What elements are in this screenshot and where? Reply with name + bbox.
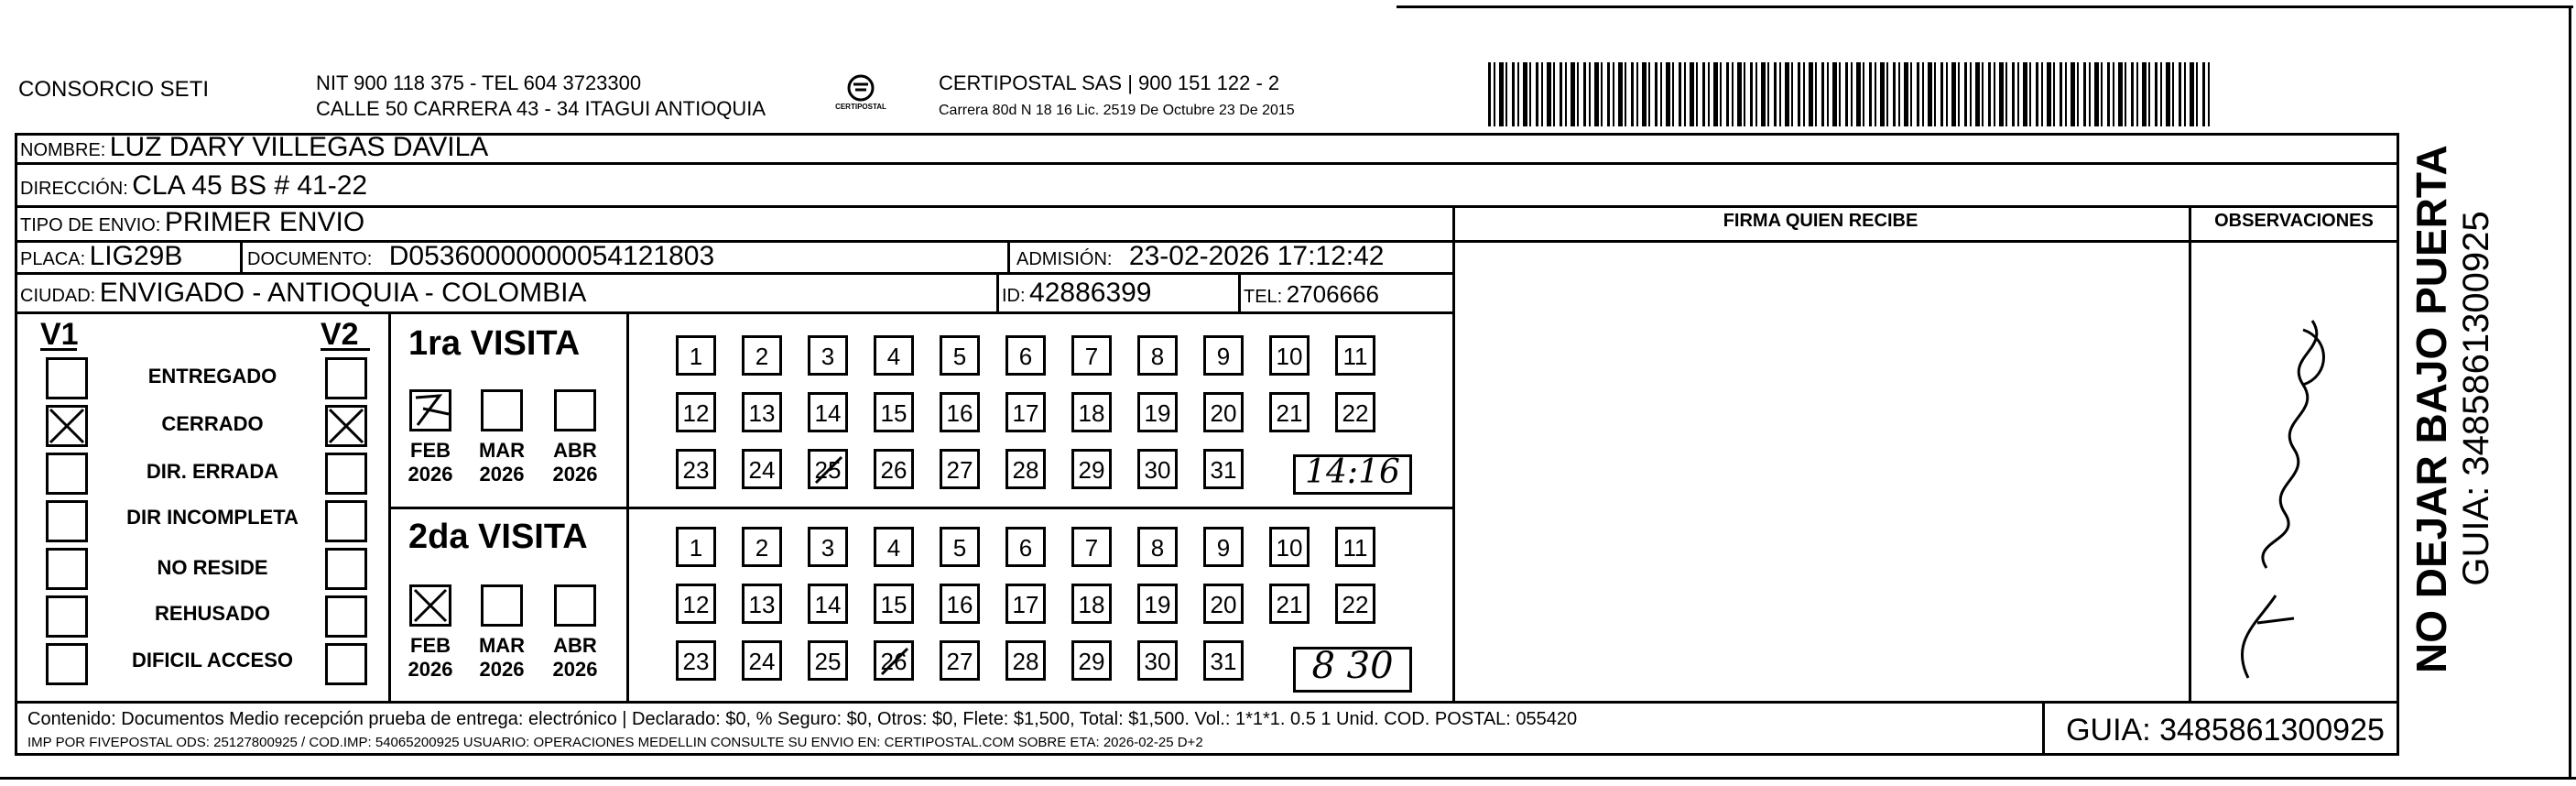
day-cell[interactable]: 29 xyxy=(1071,640,1112,681)
day-cell[interactable]: 28 xyxy=(1005,449,1046,489)
day-cell[interactable]: 30 xyxy=(1137,449,1178,489)
day-cell[interactable]: 14 xyxy=(808,584,848,624)
visit1-time: 14:16 xyxy=(1305,453,1400,491)
v1-checkbox-dir-errada[interactable] xyxy=(46,453,88,495)
v1-checkbox-no-reside[interactable] xyxy=(46,548,88,590)
admision-cell xyxy=(1016,241,1384,272)
day-cell[interactable]: 7 xyxy=(1071,335,1112,376)
day-cell[interactable]: 26 xyxy=(874,449,914,489)
visit2-month-abr: ABR 2026 xyxy=(552,634,598,681)
day-cell[interactable]: 20 xyxy=(1203,392,1244,432)
visit2-month-abr-checkbox[interactable] xyxy=(554,584,596,627)
v1-checkbox-entregado[interactable] xyxy=(46,357,88,399)
logo-text: CERTIPOSTAL xyxy=(835,103,886,111)
contenido-text: Contenido: Documentos Medio recepción prueba de entrega: electrónico | Declarado: $0, % Seguro: $0, Otros: $0, Flete: $1,500, Total: $1,500. Vol.: 1*1*1. 0.5 1 Unid. COD. POSTAL: 055420 xyxy=(27,709,1578,729)
day-cell[interactable]: 18 xyxy=(1071,392,1112,432)
day-cell[interactable]: 3 xyxy=(808,527,848,567)
tipo-value: PRIMER ENVIO xyxy=(164,207,365,237)
ciudad-value: ENVIGADO - ANTIOQUIA - COLOMBIA xyxy=(99,278,587,308)
visit1-month-mar-checkbox[interactable] xyxy=(481,389,523,431)
day-cell[interactable]: 21 xyxy=(1269,392,1310,432)
day-cell[interactable]: 11 xyxy=(1335,335,1375,376)
day-cell[interactable]: 16 xyxy=(940,584,980,624)
visit1-month-mar: MAR 2026 xyxy=(478,439,526,486)
day-cell[interactable]: 25 xyxy=(808,640,848,681)
v2-label: V2 xyxy=(321,317,359,352)
day-cell[interactable]: 23 xyxy=(676,449,716,489)
day-cell[interactable]: 26 xyxy=(874,640,914,681)
day-cell[interactable]: 4 xyxy=(874,527,914,567)
id-label: ID: xyxy=(1002,286,1026,306)
v1-label: V1 xyxy=(40,317,79,352)
day-cell[interactable]: 17 xyxy=(1005,392,1046,432)
day-cell[interactable]: 15 xyxy=(874,584,914,624)
side-notice xyxy=(2407,145,2562,673)
day-cell[interactable]: 5 xyxy=(940,335,980,376)
v1-checkbox-rehusado[interactable] xyxy=(46,595,88,638)
day-cell[interactable]: 4 xyxy=(874,335,914,376)
day-cell[interactable]: 10 xyxy=(1269,335,1310,376)
day-cell[interactable]: 18 xyxy=(1071,584,1112,624)
day-cell[interactable]: 6 xyxy=(1005,335,1046,376)
barcode xyxy=(1488,62,2212,126)
visit1-month-feb: FEB 2026 xyxy=(408,439,453,486)
day-cell[interactable]: 13 xyxy=(742,392,782,432)
visit2-month-mar-checkbox[interactable] xyxy=(481,584,523,627)
status-no-reside: NO RESIDE xyxy=(157,556,268,579)
day-cell[interactable]: 19 xyxy=(1137,392,1178,432)
direccion-label: DIRECCIÓN: xyxy=(20,179,128,199)
v2-checkbox-no-reside[interactable] xyxy=(325,548,367,590)
day-cell[interactable]: 19 xyxy=(1137,584,1178,624)
footer-guia: GUIA: 3485861300925 xyxy=(2066,713,2385,748)
day-cell[interactable]: 16 xyxy=(940,392,980,432)
day-cell[interactable]: 24 xyxy=(742,640,782,681)
day-cell[interactable]: 30 xyxy=(1137,640,1178,681)
day-cell[interactable]: 7 xyxy=(1071,527,1112,567)
day-cell[interactable]: 2 xyxy=(742,335,782,376)
visit2-month-feb: FEB 2026 xyxy=(408,634,453,681)
status-dificil-acceso: DIFICIL ACCESO xyxy=(131,649,293,671)
ciudad-label: CIUDAD: xyxy=(20,286,96,306)
ciudad-cell xyxy=(20,278,586,309)
day-cell[interactable]: 20 xyxy=(1203,584,1244,624)
day-cell[interactable]: 17 xyxy=(1005,584,1046,624)
v2-checkbox-dir-incompleta[interactable] xyxy=(325,500,367,542)
day-cell[interactable]: 31 xyxy=(1203,449,1244,489)
day-cell[interactable]: 27 xyxy=(940,640,980,681)
day-cell[interactable]: 13 xyxy=(742,584,782,624)
documento-cell xyxy=(247,241,714,272)
certipostal-logo xyxy=(829,71,893,121)
day-cell[interactable]: 14 xyxy=(808,392,848,432)
day-cell[interactable]: 22 xyxy=(1335,584,1375,624)
signature xyxy=(2193,293,2395,696)
day-cell[interactable]: 28 xyxy=(1005,640,1046,681)
admision-value: 23-02-2026 17:12:42 xyxy=(1128,241,1385,271)
id-value: 42886399 xyxy=(1029,278,1152,308)
visit1-title: 1ra VISITA xyxy=(408,324,581,363)
direccion-value: CLA 45 BS # 41-22 xyxy=(132,170,368,201)
v1-checkbox-dificil-acceso[interactable] xyxy=(46,643,88,685)
day-cell[interactable]: 21 xyxy=(1269,584,1310,624)
v2-checkbox-entregado[interactable] xyxy=(325,357,367,399)
no-dejar-bajo-puerta: NO DEJAR BAJO PUERTA xyxy=(2408,145,2455,673)
admision-label: ADMISIÓN: xyxy=(1016,249,1113,269)
v2-checkbox-dir-errada[interactable] xyxy=(325,453,367,495)
side-guia: GUIA: 3485861300925 xyxy=(2456,211,2496,586)
visit2-month-mar: MAR 2026 xyxy=(478,634,526,681)
documento-label: DOCUMENTO: xyxy=(247,249,373,269)
observaciones-label: OBSERVACIONES xyxy=(2214,211,2374,231)
placa-label: PLACA: xyxy=(20,249,86,269)
tel-value: 2706666 xyxy=(1286,280,1379,308)
visit2-title: 2da VISITA xyxy=(408,518,588,556)
v2-checkbox-cerrado[interactable] xyxy=(325,405,367,447)
visit1-month-abr: ABR 2026 xyxy=(552,439,598,486)
placa-cell xyxy=(20,241,182,272)
v1-checkbox-dir-incompleta[interactable] xyxy=(46,500,88,542)
nit-line: NIT 900 118 375 - TEL 604 3723300 xyxy=(316,71,642,94)
nombre-label: NOMBRE: xyxy=(20,140,106,160)
day-cell[interactable]: 31 xyxy=(1203,640,1244,681)
placa-value: LIG29B xyxy=(89,241,183,271)
day-cell[interactable]: 22 xyxy=(1335,392,1375,432)
day-cell[interactable]: 12 xyxy=(676,392,716,432)
status-dir-errada: DIR. ERRADA xyxy=(146,460,279,483)
tipo-row xyxy=(20,207,364,238)
v1-checkbox-cerrado[interactable] xyxy=(46,405,88,447)
day-cell[interactable]: 9 xyxy=(1203,335,1244,376)
status-entregado: ENTREGADO xyxy=(147,365,277,388)
visit2-month-feb-checkbox[interactable] xyxy=(409,584,451,627)
carrier-license: Carrera 80d N 18 16 Lic. 2519 De Octubre 23 De 2015 xyxy=(939,103,1295,118)
day-cell[interactable]: 29 xyxy=(1071,449,1112,489)
v2-checkbox-rehusado[interactable] xyxy=(325,595,367,638)
tel-label: TEL: xyxy=(1244,287,1283,307)
day-cell[interactable]: 5 xyxy=(940,527,980,567)
imp-text: IMP POR FIVEPOSTAL ODS: 25127800925 / COD.IMP: 54065200925 USUARIO: OPERACIONES MEDELLIN CONSULTE SU ENVIO EN: CERTIPOSTAL.COM SOBRE ETA: 2026-02-25 D+2 xyxy=(27,735,1203,750)
day-cell[interactable]: 2 xyxy=(742,527,782,567)
visit1-month-feb-checkbox[interactable] xyxy=(409,389,451,431)
firma-label: FIRMA QUIEN RECIBE xyxy=(1723,211,1918,231)
day-cell[interactable]: 3 xyxy=(808,335,848,376)
v2-checkbox-dificil-acceso[interactable] xyxy=(325,643,367,685)
carrier-line: CERTIPOSTAL SAS | 900 151 122 - 2 xyxy=(939,71,1280,94)
day-cell[interactable]: 15 xyxy=(874,392,914,432)
day-cell[interactable]: 25 xyxy=(808,449,848,489)
day-cell[interactable]: 11 xyxy=(1335,527,1375,567)
status-rehusado: REHUSADO xyxy=(155,602,270,625)
day-cell[interactable]: 8 xyxy=(1137,527,1178,567)
id-cell xyxy=(1002,278,1152,309)
status-dir-incompleta: DIR INCOMPLETA xyxy=(126,506,299,529)
day-cell[interactable]: 9 xyxy=(1203,527,1244,567)
direccion-row xyxy=(20,170,367,202)
documento-value: D05360000000054121803 xyxy=(388,241,715,271)
tel-cell xyxy=(1244,280,1379,309)
nombre-row xyxy=(20,132,488,163)
visit1-month-abr-checkbox[interactable] xyxy=(554,389,596,431)
day-cell[interactable]: 24 xyxy=(742,449,782,489)
day-cell[interactable]: 8 xyxy=(1137,335,1178,376)
status-cerrado: CERRADO xyxy=(161,412,264,435)
day-cell[interactable]: 1 xyxy=(676,527,716,567)
visit2-time: 8 30 xyxy=(1311,645,1394,687)
address-line: CALLE 50 CARRERA 43 - 34 ITAGUI ANTIOQUIA xyxy=(316,97,766,120)
day-cell[interactable]: 6 xyxy=(1005,527,1046,567)
day-cell[interactable]: 12 xyxy=(676,584,716,624)
day-cell[interactable]: 1 xyxy=(676,335,716,376)
day-cell[interactable]: 10 xyxy=(1269,527,1310,567)
company-name: CONSORCIO SETI xyxy=(18,77,210,102)
day-cell[interactable]: 27 xyxy=(940,449,980,489)
day-cell[interactable]: 23 xyxy=(676,640,716,681)
tipo-label: TIPO DE ENVIO: xyxy=(20,215,161,235)
nombre-value: LUZ DARY VILLEGAS DAVILA xyxy=(109,132,489,162)
